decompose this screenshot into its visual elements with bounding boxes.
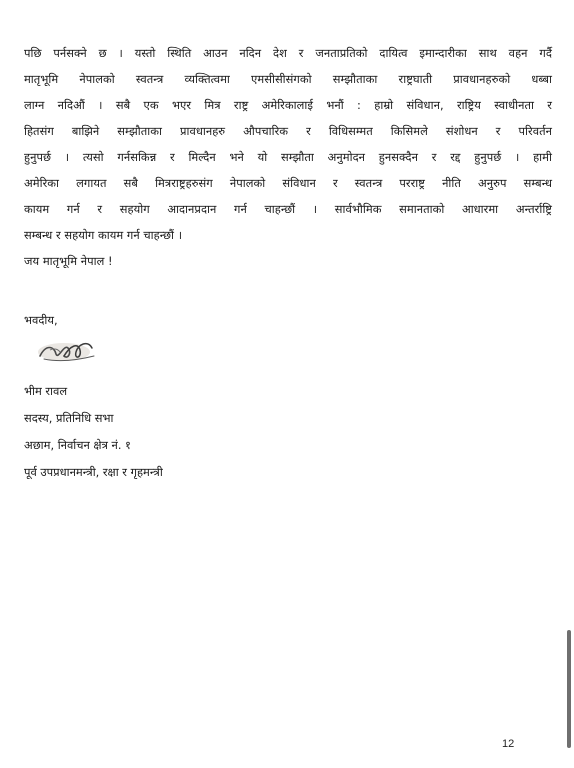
signatory-former-role: पूर्व उपप्रधानमन्त्री, रक्षा र गृहमन्त्री [24,465,163,479]
body-line: मातृभूमि नेपालको स्वतन्त्र व्यक्तित्वमा एमसीसीसंगको सम्झौताका राष्ट्रघाती प्रावधानहरुको धब्बा [24,72,552,86]
body-line: लाग्न नदिऔं । सबै एक भएर मित्र राष्ट्र अमेरिकालाई भनौं : हाम्रो संविधान, राष्ट्रिय स्वाधीनता र [24,98,552,112]
body-line: सम्बन्ध र सहयोग कायम गर्न चाहन्छौं । [24,228,183,242]
body-line: पछि पर्नसक्ने छ । यस्तो स्थिति आउन नदिन देश र जनताप्रतिको दायित्व इमान्दारीका साथ वहन गर्दै [24,46,552,60]
page-number: 12 [502,738,515,750]
signatory-constituency: अछाम, निर्वाचन क्षेत्र नं. १ [24,438,131,452]
closing-slogan: जय मातृभूमि नेपाल ! [24,254,113,268]
letter-body [24,40,552,274]
body-line: हितसंग बाझिने सम्झौताका प्रावधानहरु औपचारिक र विधिसम्मत किसिमले संशोधन र परिवर्तन [24,124,552,138]
body-line: कायम गर्न र सहयोग आदानप्रदान गर्न चाहन्छौं । सार्वभौमिक समानताको आधारमा अन्तर्राष्ट्रि [24,202,552,216]
body-line: अमेरिका लगायत सबै मित्रराष्ट्रहरुसंग नेपालको संविधान र स्वतन्त्र परराष्ट्र नीति अनुरुप सम्बन्ध [24,176,552,190]
scrollbar-thumb[interactable] [567,630,571,748]
signatory-title: सदस्य, प्रतिनिधि सभा [24,411,114,425]
signature-block [24,378,163,486]
handwritten-signature [34,334,100,370]
body-line: हुनुपर्छ । त्यसो गर्नसकिन्न र मिल्दैन भने यो सम्झौता अनुमोदन हुनसक्दैन र रद्द हुनुपर्छ । हामी [24,150,552,164]
signatory-name: भीम रावल [24,384,68,398]
salutation: भवदीय, [24,313,58,327]
